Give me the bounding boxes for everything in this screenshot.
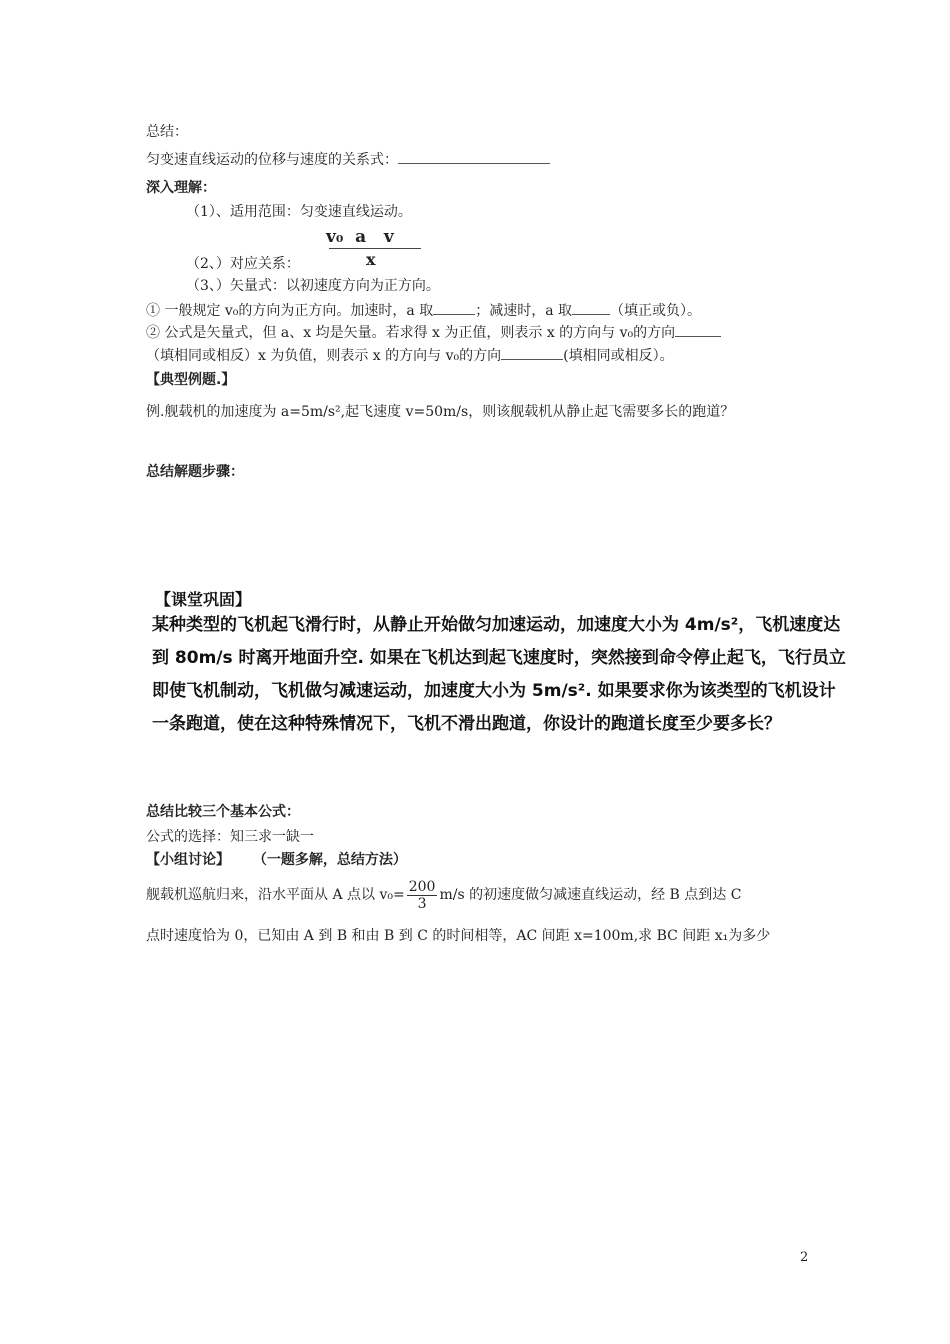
- relation-prompt: [146, 149, 550, 169]
- consolidate-line-1: 某种类型的飞机起飞滑行时，从静止开始做匀加速运动，加速度大小为 4m/s²，飞机速度达: [152, 615, 841, 635]
- rule-line-1-c: （填正或负）。: [610, 303, 702, 319]
- rule-line-3-b: (填相同或相反）。: [563, 348, 674, 364]
- compare-choice: 公式的选择：知三求一缺一: [146, 829, 314, 845]
- blank-decel-sign: [572, 300, 610, 315]
- group-line-1-b: m/s 的初速度做匀减速直线运动，经 B 点到达 C: [439, 887, 742, 903]
- group-line-1-a: 舰载机巡航归来，沿水平面从 A 点以 v₀=: [146, 887, 405, 903]
- example-text: 例.舰载机的加速度为 a=5m/s²,起飞速度 v=50m/s，则该舰载机从静止起飞需要多长的跑道？: [146, 404, 735, 420]
- group-line-2: 点时速度恰为 0，已知由 A 到 B 和由 B 到 C 的时间相等，AC 间距 x=100m,求 BC 间距 x₁为多少: [146, 928, 771, 944]
- relation-diagram-top: v₀ a v: [326, 227, 394, 247]
- summary-heading: 总结：: [146, 124, 188, 140]
- answer-blank: [398, 149, 550, 164]
- example-heading: 【典型例题.】: [146, 372, 236, 388]
- page-number: 2: [800, 1250, 809, 1265]
- group-subtitle: （一题多解，总结方法）: [252, 852, 407, 868]
- group-title: 【小组讨论】: [146, 852, 230, 868]
- rule-line-3-a: （填相同或相反）x 为负值，则表示 x 的方向与 v₀的方向: [146, 348, 502, 364]
- relation-diagram-bottom: x: [366, 250, 376, 269]
- deep-heading: 深入理解：: [146, 180, 216, 196]
- deep-item-2: （2、）对应关系：: [186, 256, 300, 272]
- steps-heading: 总结解题步骤：: [146, 464, 244, 480]
- deep-item-3: （3、）矢量式：以初速度方向为正方向。: [186, 278, 440, 294]
- blank-accel-sign: [433, 300, 475, 315]
- rule-line-1: [146, 300, 701, 320]
- fraction-denominator: 3: [417, 895, 427, 912]
- rule-line-1-b: ；减速时，a 取: [475, 303, 573, 319]
- group-heading: [146, 851, 407, 869]
- compare-heading: 总结比较三个基本公式：: [146, 804, 300, 820]
- rule-line-1-a: ① 一般规定 v₀的方向为正方向。加速时，a 取: [146, 303, 434, 319]
- blank-direction-positive: [675, 322, 721, 337]
- consolidate-line-3: 即使飞机制动，飞机做匀减速运动，加速度大小为 5m/s². 如果要求你为该类型的飞机设计: [152, 681, 836, 701]
- fraction-numerator: 200: [408, 878, 436, 895]
- relation-diagram-line: [329, 248, 421, 249]
- rule-line-2: [146, 322, 721, 342]
- relation-label: 匀变速直线运动的位移与速度的关系式：: [146, 152, 398, 168]
- rule-line-3: [146, 345, 674, 365]
- deep-item-1: （1）、适用范围：匀变速直线运动。: [186, 204, 412, 220]
- rule-line-2-a: ② 公式是矢量式，但 a、x 均是矢量。若求得 x 为正值，则表示 x 的方向与 v₀的方向: [146, 325, 676, 341]
- consolidate-line-2: 到 80m/s 时离开地面升空. 如果在飞机达到起飞速度时，突然接到命令停止起飞，飞行员立: [152, 648, 846, 668]
- consolidate-heading: 【课堂巩固】: [155, 590, 252, 609]
- group-line-1: [146, 875, 741, 915]
- blank-direction-negative: [501, 345, 563, 360]
- v0-fraction: [407, 879, 438, 912]
- consolidate-line-4: 一条跑道，使在这种特殊情况下，飞机不滑出跑道，你设计的跑道长度至少要多长？: [152, 714, 781, 734]
